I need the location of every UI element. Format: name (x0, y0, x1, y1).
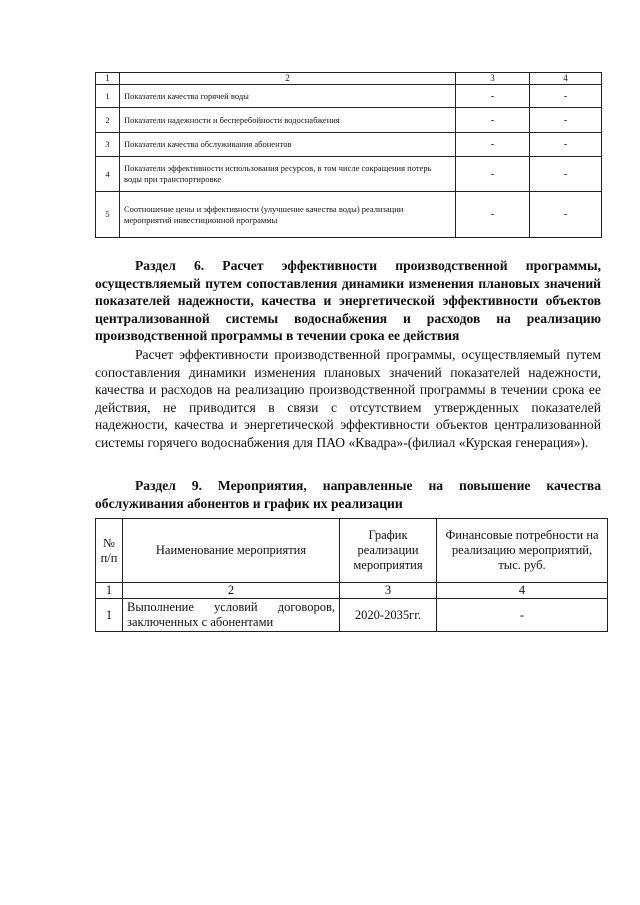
indicators-table (95, 72, 602, 238)
row-value-4: - (530, 108, 602, 133)
row-number: 2 (96, 108, 120, 133)
header-finance: Финансовые потребности на реализацию мероприятий, тыс. руб. (437, 519, 608, 583)
header-schedule: График реализации мероприятия (340, 519, 437, 583)
row-schedule: 2020-2035гг. (340, 599, 437, 632)
row-finance: - (437, 599, 608, 632)
header-col-4: 4 (530, 73, 602, 85)
col-number-4: 4 (437, 583, 608, 599)
row-name: Выполнение условий договоров, заключенных с абонентами (123, 599, 340, 632)
table-row (96, 108, 602, 133)
row-number: 1 (96, 599, 123, 632)
row-value-4: - (530, 157, 602, 192)
section-6-heading: Раздел 6. Расчет эффективности производственной программы, осуществляемый путем сопоставления динамики изменения плановых значений показателей надежности, качества и энергетической эффективности объектов централизованной системы водоснабжения и расходов на реализацию производственной программы в течении срока ее действия (95, 258, 601, 344)
header-col-1: 1 (96, 73, 120, 85)
row-value-4: - (530, 192, 602, 238)
row-value-3: - (456, 85, 530, 108)
table-row (96, 192, 602, 238)
row-number: 5 (96, 192, 120, 238)
table-row (96, 599, 608, 632)
header-num: № п/п (96, 519, 123, 583)
row-name: Показатели качества обслуживания абонентов (120, 133, 456, 157)
row-number: 1 (96, 85, 120, 108)
row-name: Показатели качества горячей воды (120, 85, 456, 108)
col-number-3: 3 (340, 583, 437, 599)
section-6-paragraph: Расчет эффективности производственной программы, осуществляемый путем сопоставления динамики изменения плановых значений показателей надежности, качества и расходов на реализацию производственной программы в течении срока ее действия, не приводится в связи с отсутствием утвержденных показателей надежности, качества и энергетической эффективности объектов централизованной системы горячего водоснабжения для ПАО «Квадра»-(филиал «Курская генерация»). (95, 347, 601, 450)
column-numbers-row (96, 583, 608, 599)
table-row (96, 133, 602, 157)
table-row (96, 85, 602, 108)
col-number-2: 2 (123, 583, 340, 599)
row-name: Показатели эффективности использования ресурсов, в том числе сокращения потерь воды при транспортировке (120, 157, 456, 192)
measures-table (95, 518, 608, 632)
row-number: 4 (96, 157, 120, 192)
indicators-table-header (96, 73, 602, 85)
row-value-4: - (530, 85, 602, 108)
header-col-3: 3 (456, 73, 530, 85)
row-value-3: - (456, 108, 530, 133)
measures-table-header (96, 519, 608, 583)
row-number: 3 (96, 133, 120, 157)
row-value-3: - (456, 157, 530, 192)
header-name: Наименование мероприятия (123, 519, 340, 583)
section-9-heading: Раздел 9. Мероприятия, направленные на повышение качества обслуживания абонентов и график их реализации (95, 478, 601, 511)
col-number-1: 1 (96, 583, 123, 599)
header-col-2: 2 (120, 73, 456, 85)
row-value-3: - (456, 133, 530, 157)
row-value-4: - (530, 133, 602, 157)
row-name: Соотношение цены и эффективности (улучшение качества воды) реализации мероприятий инвестиционной программы (120, 192, 456, 238)
table-row (96, 157, 602, 192)
row-name: Показатели надежности и бесперебойности водоснабжения (120, 108, 456, 133)
row-value-3: - (456, 192, 530, 238)
